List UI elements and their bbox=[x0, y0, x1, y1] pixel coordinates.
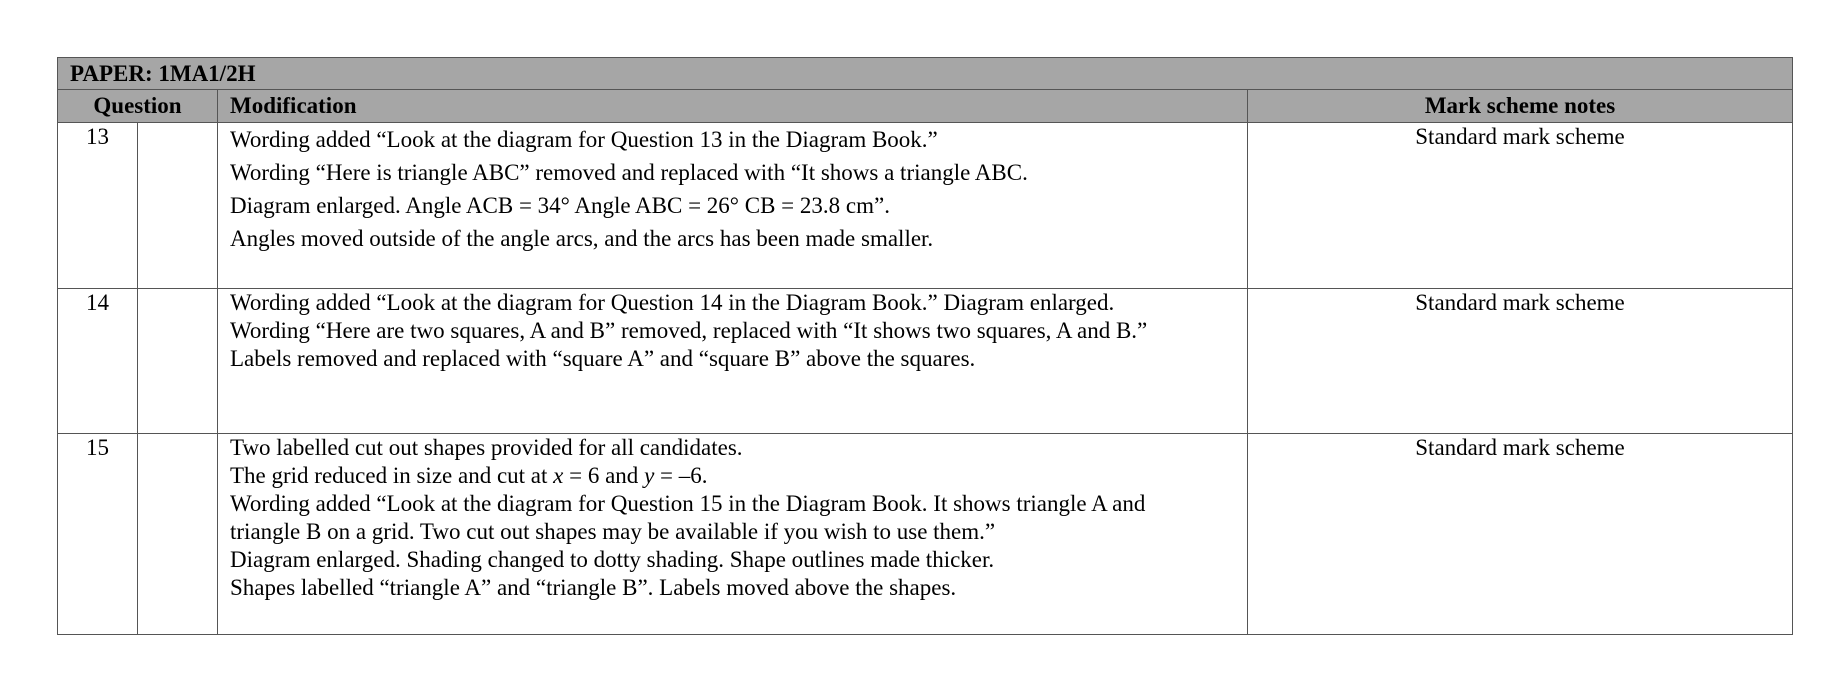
paper-header-row bbox=[58, 58, 1793, 90]
modification-line: Wording added “Look at the diagram for Question 15 in the Diagram Book. It shows triangle A and bbox=[230, 491, 1146, 516]
modification-line: Wording “Here is triangle ABC” removed and replaced with “It shows a triangle ABC. bbox=[230, 160, 1028, 185]
grid-text: The grid reduced in size and cut at bbox=[230, 463, 548, 488]
blank-cell bbox=[138, 434, 218, 635]
modification-line: Two labelled cut out shapes provided for all candidates. bbox=[230, 435, 743, 460]
modification-line: Wording added “Look at the diagram for Question 14 in the Diagram Book.” Diagram enlarged. bbox=[230, 290, 1115, 315]
modification-cell bbox=[218, 434, 1248, 635]
modification-line: Shapes labelled “triangle A” and “triangle B”. Labels moved above the shapes. bbox=[230, 575, 957, 600]
column-header-row bbox=[58, 90, 1793, 123]
notes-cell: Standard mark scheme bbox=[1248, 434, 1793, 635]
paper-title: PAPER: 1MA1/2H bbox=[58, 58, 1793, 90]
blank-cell bbox=[138, 123, 218, 289]
modification-line: Wording “Here are two squares, A and B” removed, replaced with “It shows two squares, A and B.” bbox=[230, 318, 1148, 343]
table-row bbox=[58, 289, 1793, 434]
blank-cell bbox=[138, 289, 218, 434]
modification-line: Diagram enlarged. Shading changed to dotty shading. Shape outlines made thicker. bbox=[230, 547, 995, 572]
question-number: 13 bbox=[58, 123, 138, 289]
modification-cell bbox=[218, 289, 1248, 434]
variable-x: x bbox=[553, 463, 564, 488]
notes-cell: Standard mark scheme bbox=[1248, 123, 1793, 289]
variable-y: y bbox=[644, 463, 655, 488]
modification-line: Diagram enlarged. Angle ACB = 34° Angle ABC = 26° CB = 23.8 cm”. bbox=[230, 193, 890, 218]
modification-line: triangle B on a grid. Two cut out shapes may be available if you wish to use them.” bbox=[230, 519, 996, 544]
question-number: 15 bbox=[58, 434, 138, 635]
question-header: Question bbox=[58, 90, 218, 123]
modification-cell bbox=[218, 123, 1248, 289]
modification-line bbox=[230, 462, 1247, 490]
notes-header: Mark scheme notes bbox=[1248, 90, 1793, 123]
modification-line: Angles moved outside of the angle arcs, and the arcs has been made smaller. bbox=[230, 226, 934, 251]
table-row bbox=[58, 434, 1793, 635]
modification-line: Labels removed and replaced with “square A” and “square B” above the squares. bbox=[230, 346, 976, 371]
grid-text: = –6. bbox=[654, 463, 708, 488]
modification-line: Wording added “Look at the diagram for Question 13 in the Diagram Book.” bbox=[230, 127, 938, 152]
modification-table bbox=[57, 57, 1793, 635]
modification-header: Modification bbox=[218, 90, 1248, 123]
notes-cell: Standard mark scheme bbox=[1248, 289, 1793, 434]
table-row bbox=[58, 123, 1793, 289]
grid-text: = 6 and bbox=[563, 463, 645, 488]
question-number: 14 bbox=[58, 289, 138, 434]
